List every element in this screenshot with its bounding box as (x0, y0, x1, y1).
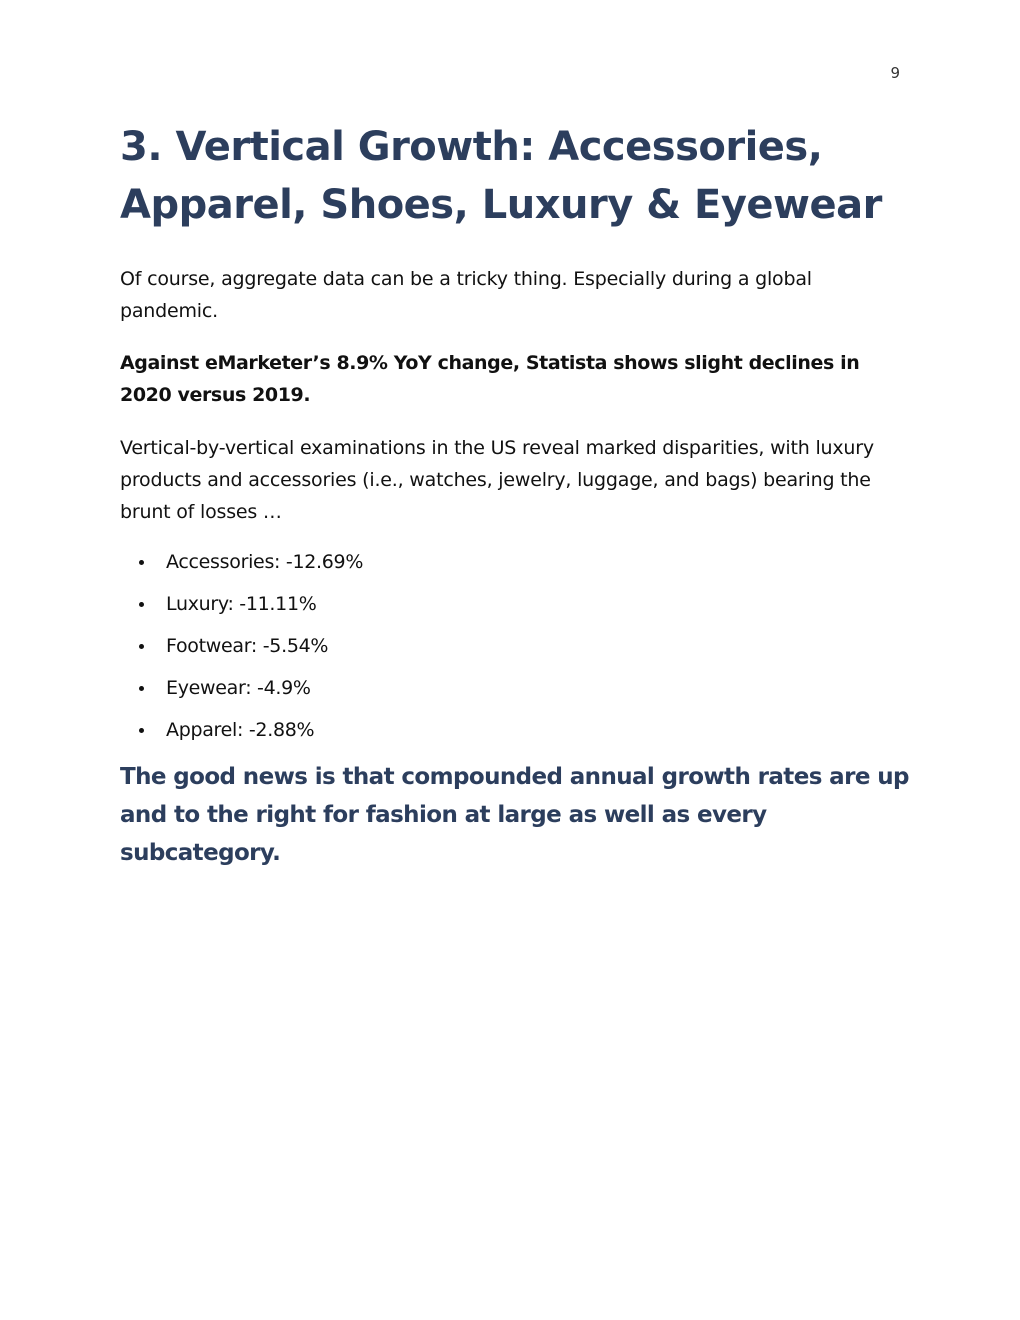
bullet-icon (139, 686, 144, 691)
list-item (120, 630, 910, 662)
list-item-text: Luxury: -11.11% (166, 593, 317, 615)
page-number: 9 (890, 64, 900, 82)
section-heading-line-1: 3. Vertical Growth: Accessories, (120, 124, 823, 170)
list-item (120, 546, 910, 578)
list-item-text: Apparel: -2.88% (166, 719, 315, 741)
category-decline-list (120, 546, 910, 746)
list-item (120, 672, 910, 704)
highlight-paragraph: Against eMarketer’s 8.9% YoY change, Statista shows slight declines in 2020 versus 2019. (120, 352, 860, 406)
list-item-text: Accessories: -12.69% (166, 551, 364, 573)
list-item (120, 714, 910, 746)
closing-callout: The good news is that compounded annual growth rates are up and to the right for fashion at large as well as every subcategory. (120, 764, 909, 866)
section-heading-line-2: Apparel, Shoes, Luxury & Eyewear (120, 182, 882, 228)
bullet-icon (139, 602, 144, 607)
list-item-text: Eyewear: -4.9% (166, 677, 311, 699)
bullet-icon (139, 728, 144, 733)
detail-paragraph: Vertical-by-vertical examinations in the US reveal marked disparities, with luxury products and accessories (i.e., watches, jewelry, luggage, and bags) bearing the brunt of losses … (120, 437, 874, 523)
section-heading (120, 118, 910, 234)
bullet-icon (139, 560, 144, 565)
intro-paragraph: Of course, aggregate data can be a tricky thing. Especially during a global pandemic. (120, 268, 812, 322)
list-item-text: Footwear: -5.54% (166, 635, 329, 657)
list-item (120, 588, 910, 620)
page-content (120, 118, 910, 872)
bullet-icon (139, 644, 144, 649)
